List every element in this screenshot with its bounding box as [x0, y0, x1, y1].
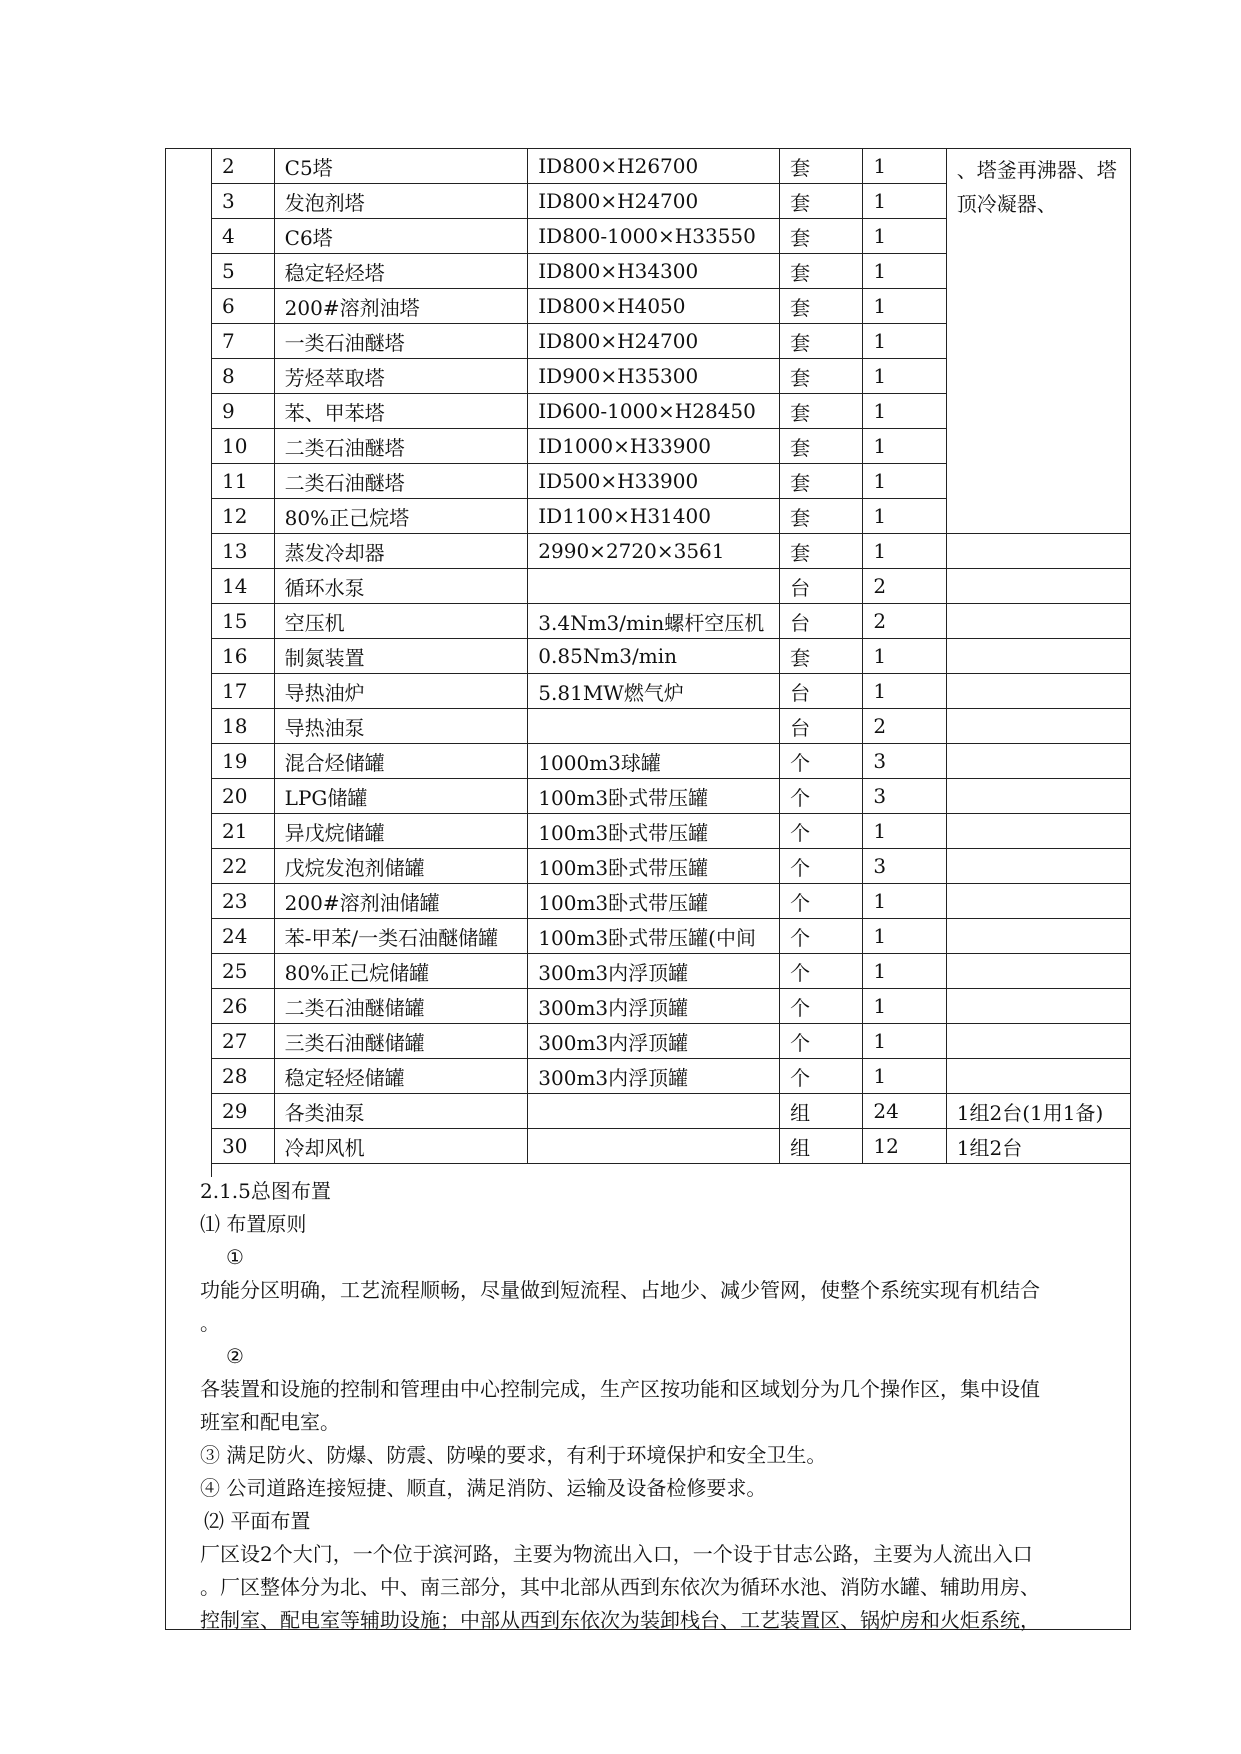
- item-2-text: 各装置和设施的控制和管理由中心控制完成，生产区按功能和区域划分为几个操作区，集中设值: [200, 1377, 1040, 1401]
- cell-qty: 1: [863, 359, 946, 394]
- cell-unit: 套: [780, 324, 863, 359]
- cell-unit: 套: [780, 464, 863, 499]
- cell-no: 20: [212, 779, 275, 814]
- cell-name: 三类石油醚储罐: [274, 1024, 528, 1059]
- cell-remark: 1组2台(1用1备): [946, 1094, 1130, 1129]
- table-row: [212, 1094, 1131, 1129]
- cell-no: 29: [212, 1094, 275, 1129]
- cell-unit: 套: [780, 429, 863, 464]
- cell-qty: 1: [863, 289, 946, 324]
- cell-spec: ID1000×H33900: [528, 429, 780, 464]
- cell-unit: 套: [780, 499, 863, 534]
- cell-spec: 300m3内浮顶罐: [528, 954, 780, 989]
- table-row: [212, 674, 1131, 709]
- cell-name: 异戊烷储罐: [274, 814, 528, 849]
- cell-name: 苯-甲苯/一类石油醚储罐: [274, 919, 528, 954]
- cell-qty: 1: [863, 639, 946, 674]
- cell-remark: [946, 989, 1130, 1024]
- item-1-number: ①: [226, 1245, 244, 1269]
- cell-spec: 1000m3球罐: [528, 744, 780, 779]
- cell-unit: 套: [780, 639, 863, 674]
- cell-no: 25: [212, 954, 275, 989]
- cell-remark: [946, 744, 1130, 779]
- cell-remark: [946, 1059, 1130, 1094]
- cell-remark: [946, 954, 1130, 989]
- cell-no: 8: [212, 359, 275, 394]
- cell-qty: 3: [863, 849, 946, 884]
- cell-no: 6: [212, 289, 275, 324]
- cell-spec: ID500×H33900: [528, 464, 780, 499]
- cell-name: 80%正己烷塔: [274, 499, 528, 534]
- cell-qty: 24: [863, 1094, 946, 1129]
- cell-no: 9: [212, 394, 275, 429]
- cell-no: 10: [212, 429, 275, 464]
- cell-remark: [946, 604, 1130, 639]
- cell-name: 发泡剂塔: [274, 184, 528, 219]
- table-row: [212, 1129, 1131, 1164]
- cell-no: 26: [212, 989, 275, 1024]
- cell-no: 15: [212, 604, 275, 639]
- cell-name: 循环水泵: [274, 569, 528, 604]
- cell-qty: 1: [863, 324, 946, 359]
- cell-name: 空压机: [274, 604, 528, 639]
- cell-spec: 100m3卧式带压罐: [528, 884, 780, 919]
- cell-no: 3: [212, 184, 275, 219]
- item-3: ③ 满足防火、防爆、防震、防噪的要求，有利于环境保护和安全卫生。: [200, 1443, 827, 1467]
- cell-unit: 个: [780, 919, 863, 954]
- cell-qty: 2: [863, 709, 946, 744]
- table-row: [212, 639, 1131, 674]
- equipment-table: [211, 149, 1130, 1164]
- cell-unit: 个: [780, 1059, 863, 1094]
- cell-spec: 100m3卧式带压罐: [528, 814, 780, 849]
- subsection-principles: ⑴ 布置原则: [200, 1212, 307, 1236]
- cell-spec: 100m3卧式带压罐: [528, 779, 780, 814]
- table-row: [212, 989, 1131, 1024]
- table-row: [212, 569, 1131, 604]
- cell-name: 导热油炉: [274, 674, 528, 709]
- cell-remark: [946, 569, 1130, 604]
- cell-qty: 1: [863, 254, 946, 289]
- cell-unit: 台: [780, 604, 863, 639]
- cell-unit: 套: [780, 219, 863, 254]
- cell-no: 19: [212, 744, 275, 779]
- table-row: [212, 954, 1131, 989]
- cell-no: 2: [212, 149, 275, 184]
- cell-remark: [946, 639, 1130, 674]
- cell-name: 导热油泵: [274, 709, 528, 744]
- cell-remark: [946, 919, 1130, 954]
- cell-name: 稳定轻烃储罐: [274, 1059, 528, 1094]
- cell-no: 27: [212, 1024, 275, 1059]
- table-row: [212, 534, 1131, 569]
- table-row: [212, 849, 1131, 884]
- cell-remark: [946, 709, 1130, 744]
- cell-name: 80%正己烷储罐: [274, 954, 528, 989]
- cell-spec: [528, 1129, 780, 1164]
- cell-qty: 1: [863, 499, 946, 534]
- cell-name: 二类石油醚塔: [274, 464, 528, 499]
- page-frame: [165, 148, 1131, 1630]
- cell-name: 200#溶剂油储罐: [274, 884, 528, 919]
- cell-unit: 个: [780, 744, 863, 779]
- cell-qty: 1: [863, 884, 946, 919]
- cell-name: 制氮装置: [274, 639, 528, 674]
- cell-unit: 台: [780, 709, 863, 744]
- table-row: [212, 779, 1131, 814]
- cell-unit: 个: [780, 779, 863, 814]
- cell-no: 5: [212, 254, 275, 289]
- cell-spec: 100m3卧式带压罐(中间: [528, 919, 780, 954]
- table-row: [212, 149, 1131, 184]
- cell-qty: 1: [863, 814, 946, 849]
- cell-no: 24: [212, 919, 275, 954]
- cell-qty: 3: [863, 779, 946, 814]
- cell-qty: 1: [863, 534, 946, 569]
- cell-spec: 3.4Nm3/min螺杆空压机: [528, 604, 780, 639]
- cell-unit: 套: [780, 184, 863, 219]
- cell-spec: ID800×H24700: [528, 324, 780, 359]
- section-heading: 2.1.5总图布置: [200, 1179, 331, 1203]
- cell-name: 芳烃萃取塔: [274, 359, 528, 394]
- cell-no: 14: [212, 569, 275, 604]
- cell-spec: 300m3内浮顶罐: [528, 1024, 780, 1059]
- item-1-text: 功能分区明确，工艺流程顺畅，尽量做到短流程、占地少、减少管网，使整个系统实现有机结合: [200, 1278, 1040, 1302]
- cell-qty: 1: [863, 954, 946, 989]
- cell-qty: 1: [863, 394, 946, 429]
- cell-remark: 、塔釜再沸器、塔顶冷凝器、: [946, 149, 1130, 534]
- cell-unit: 套: [780, 359, 863, 394]
- cell-qty: 1: [863, 149, 946, 184]
- cell-unit: 组: [780, 1129, 863, 1164]
- table-row: [212, 919, 1131, 954]
- layout-section: [200, 1175, 1120, 1637]
- cell-no: 4: [212, 219, 275, 254]
- cell-no: 30: [212, 1129, 275, 1164]
- cell-remark: [946, 884, 1130, 919]
- cell-spec: 5.81MW燃气炉: [528, 674, 780, 709]
- cell-unit: 个: [780, 849, 863, 884]
- cell-name: 一类石油醚塔: [274, 324, 528, 359]
- cell-no: 16: [212, 639, 275, 674]
- cell-no: 13: [212, 534, 275, 569]
- paragraph-line-1: 厂区设2个大门，一个位于滨河路，主要为物流出入口，一个设于甘志公路，主要为人流出入口: [200, 1542, 1033, 1566]
- cell-remark: [946, 534, 1130, 569]
- cell-spec: 300m3内浮顶罐: [528, 989, 780, 1024]
- cell-unit: 个: [780, 884, 863, 919]
- cell-no: 18: [212, 709, 275, 744]
- cell-name: 冷却风机: [274, 1129, 528, 1164]
- cell-spec: ID800×H34300: [528, 254, 780, 289]
- cell-no: 17: [212, 674, 275, 709]
- cell-no: 23: [212, 884, 275, 919]
- cell-remark: [946, 849, 1130, 884]
- cell-spec: ID900×H35300: [528, 359, 780, 394]
- paragraph-line-2: 。厂区整体分为北、中、南三部分，其中北部从西到东依次为循环水池、消防水罐、辅助用房、: [200, 1575, 1040, 1599]
- table-row: [212, 884, 1131, 919]
- cell-no: 11: [212, 464, 275, 499]
- item-1-tail: 。: [200, 1311, 220, 1335]
- cell-remark: [946, 1024, 1130, 1059]
- cell-unit: 组: [780, 1094, 863, 1129]
- cell-no: 21: [212, 814, 275, 849]
- table-row: [212, 1024, 1131, 1059]
- cell-unit: 套: [780, 289, 863, 324]
- cell-remark: [946, 779, 1130, 814]
- cell-unit: 个: [780, 989, 863, 1024]
- cell-spec: ID800×H26700: [528, 149, 780, 184]
- cell-name: LPG储罐: [274, 779, 528, 814]
- cell-qty: 1: [863, 184, 946, 219]
- cell-spec: ID600-1000×H28450: [528, 394, 780, 429]
- cell-spec: [528, 709, 780, 744]
- subsection-plan: ⑵ 平面布置: [204, 1509, 311, 1533]
- cell-qty: 3: [863, 744, 946, 779]
- cell-name: 二类石油醚塔: [274, 429, 528, 464]
- cell-spec: ID800×H24700: [528, 184, 780, 219]
- cell-spec: 300m3内浮顶罐: [528, 1059, 780, 1094]
- item-2-number: ②: [226, 1344, 244, 1368]
- cell-spec: ID800×H4050: [528, 289, 780, 324]
- cell-name: 二类石油醚储罐: [274, 989, 528, 1024]
- cell-unit: 套: [780, 149, 863, 184]
- cell-remark: [946, 674, 1130, 709]
- cell-qty: 12: [863, 1129, 946, 1164]
- cell-spec: [528, 1094, 780, 1129]
- cell-qty: 1: [863, 429, 946, 464]
- table-row: [212, 814, 1131, 849]
- cell-qty: 2: [863, 569, 946, 604]
- cell-unit: 个: [780, 814, 863, 849]
- cell-unit: 套: [780, 534, 863, 569]
- cell-name: 稳定轻烃塔: [274, 254, 528, 289]
- cell-spec: 0.85Nm3/min: [528, 639, 780, 674]
- cell-qty: 1: [863, 1024, 946, 1059]
- cell-name: C5塔: [274, 149, 528, 184]
- cell-unit: 台: [780, 674, 863, 709]
- cell-remark: 1组2台: [946, 1129, 1130, 1164]
- cell-no: 22: [212, 849, 275, 884]
- cell-spec: 100m3卧式带压罐: [528, 849, 780, 884]
- cell-spec: [528, 569, 780, 604]
- item-2-tail: 班室和配电室。: [200, 1410, 340, 1434]
- cell-spec: ID1100×H31400: [528, 499, 780, 534]
- cell-qty: 1: [863, 464, 946, 499]
- cell-unit: 个: [780, 954, 863, 989]
- paragraph-line-3: 控制室、配电室等辅助设施；中部从西到东依次为装卸栈台、工艺装置区、锅炉房和火炬系统，: [200, 1608, 1040, 1632]
- cell-name: C6塔: [274, 219, 528, 254]
- cell-name: 混合烃储罐: [274, 744, 528, 779]
- table-row: [212, 1059, 1131, 1094]
- cell-qty: 1: [863, 219, 946, 254]
- cell-no: 28: [212, 1059, 275, 1094]
- item-4: ④ 公司道路连接短捷、顺直，满足消防、运输及设备检修要求。: [200, 1476, 767, 1500]
- table-row: [212, 709, 1131, 744]
- cell-name: 苯、甲苯塔: [274, 394, 528, 429]
- table-row: [212, 604, 1131, 639]
- cell-no: 12: [212, 499, 275, 534]
- cell-name: 戊烷发泡剂储罐: [274, 849, 528, 884]
- cell-unit: 台: [780, 569, 863, 604]
- cell-unit: 套: [780, 254, 863, 289]
- cell-qty: 1: [863, 919, 946, 954]
- cell-name: 各类油泵: [274, 1094, 528, 1129]
- cell-qty: 1: [863, 674, 946, 709]
- cell-spec: 2990×2720×3561: [528, 534, 780, 569]
- cell-qty: 2: [863, 604, 946, 639]
- cell-name: 蒸发冷却器: [274, 534, 528, 569]
- cell-qty: 1: [863, 1059, 946, 1094]
- cell-unit: 个: [780, 1024, 863, 1059]
- cell-no: 7: [212, 324, 275, 359]
- cell-remark: [946, 814, 1130, 849]
- table-row: [212, 744, 1131, 779]
- cell-name: 200#溶剂油塔: [274, 289, 528, 324]
- cell-unit: 套: [780, 394, 863, 429]
- cell-spec: ID800-1000×H33550: [528, 219, 780, 254]
- cell-qty: 1: [863, 989, 946, 1024]
